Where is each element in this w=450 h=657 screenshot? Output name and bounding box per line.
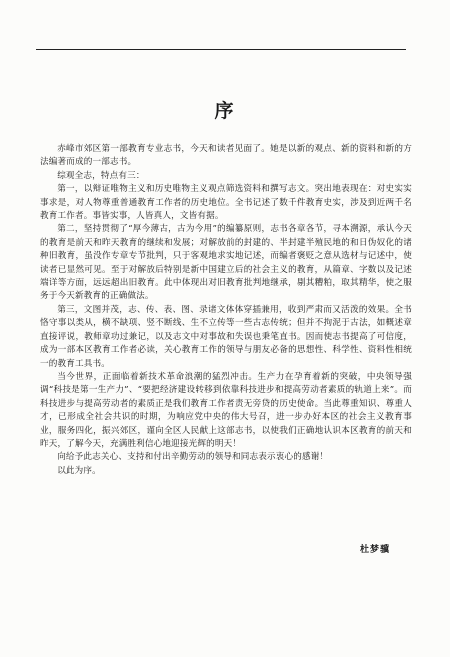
paragraph: 第二，坚持贯彻了“厚今薄古，古为今用”的编纂原则，志书各章各节，寻本溯源，承认今天的教育是前天和昨天教育的继续和发展；对解放前的封建的、半封建半殖民地的和日伪奴化的诸种旧教育，虽没作专章专节批判，只于客观地求实地记述，而编者褒贬之意从选材与记述中，使读者已显然可见。至于对解放后特别是新中国建立后的社会主义的教育，从篇章、字数以及记述端详等方面，远远超出旧教育。此中体现出对旧教育批判地继承，剔其糟粕，取其精华，使之服务于今天新教育的正确做法。 xyxy=(40,224,412,302)
header-rule xyxy=(36,49,406,50)
paragraph: 第一，以辩证唯物主义和历史唯物主义观点筛选资料和撰写志文。突出地表现在：对史实实事求是，对人物尊重普通教育工作者的历史地位。全书记述了数千件教育史实，涉及到近两千名教育工作者。事皆实事，人皆真人，文皆有据。 xyxy=(40,184,412,222)
paragraph: 向给予此志关心、支持和付出辛勤劳动的领导和同志表示衷心的感谢！ xyxy=(57,452,329,463)
preface-title: 序 xyxy=(214,100,236,122)
paragraph: 当今世界，正面临着新技术革命浪潮的猛烈冲击。生产力在孕育着新的突破，中央领导强调“科技是第一生产力”、“要把经济建设转移到依靠科技进步和提高劳动者素质的轨道上来”。而科技进步与提高劳动者的素质正是我们教育工作者责无旁贷的历史使命。当此尊重知识、尊重人才，已形成全社会共识的时期，为响应党中央的伟大号召，进一步办好本区的社会主义教育事业，服务四化，振兴郊区，谨向全区人民献上这部志书，以使我们正确地认识本区教育的前天和昨天，了解今天，充满胜利信心地迎接光辉的明天！ xyxy=(40,371,412,449)
paragraph: 综观全志，特点有三： xyxy=(57,170,145,181)
paragraph: 第三，文图并茂，志、传、表、图、录诸文体体穿插兼用，收到严肃而又活泼的效果。全书恪守事以类从，横不缺项、竖不断线、生不立传等一些古志传统；但并不拘泥于古法，如概述章直接评说，教师章功过兼记，以及志文中对事故和失误也秉笔直书。因而使志书提高了可信度，成为一部本区教育工作者必读，关心教育工作的领导与朋友必备的思想性、科学性、资料性相统一的教育工具书。 xyxy=(40,304,412,369)
paragraph: 赤峰市郊区第一部教育专业志书，今天和读者见面了。她是以新的观点、新的资料和新的方法编著而成的一部志书。 xyxy=(40,144,412,168)
paragraph: 以此为序。 xyxy=(57,465,101,476)
preface-body xyxy=(40,143,412,478)
author-signature: 杜梦骥 xyxy=(359,545,390,555)
